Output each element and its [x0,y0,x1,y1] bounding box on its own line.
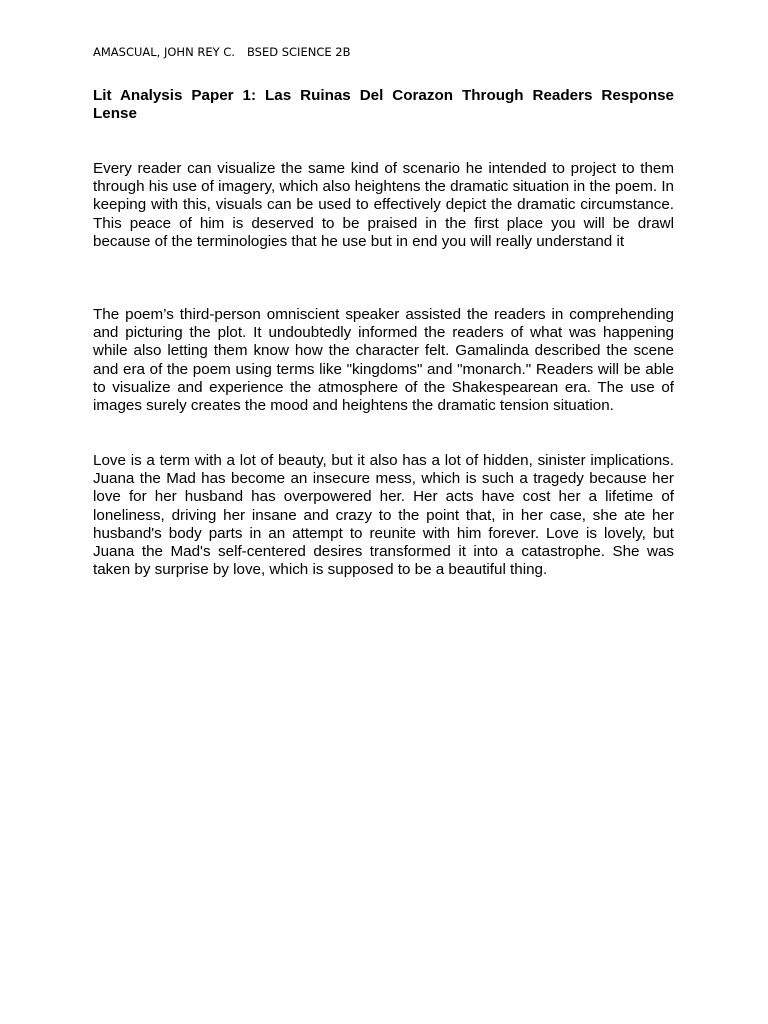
paper-title: Lit Analysis Paper 1: Las Ruinas Del Corazon Through Readers Response Lense [93,87,674,122]
paragraph-2: The poem’s third-person omniscient speaker assisted the readers in comprehending and picturing the plot. It undoubtedly informed the readers of what was happening while also letting them know how the character felt. Gamalinda described the scene and era of the poem using terms like "kingdoms" and "monarch." Readers will be able to visualize and experience the atmosphere of the Shakespearean era. The use of images surely creates the mood and heightens the dramatic tension situation. [93,306,674,415]
program-section: BSED SCIENCE 2B [246,45,351,59]
author-name: AMASCUAL, JOHN REY C. [93,45,235,59]
paragraph-3: Love is a term with a lot of beauty, but it also has a lot of hidden, sinister implications. Juana the Mad has become an insecure mess, which is such a tragedy because her love for her husband has overpowered her. Her acts have cost her a lifetime of loneliness, driving her insane and crazy to the point that, in her case, she ate her husband's body parts in an attempt to reunite with him forever. Love is lovely, but Juana the Mad's self-centered desires transformed it into a catastrophe. She was taken by surprise by love, which is supposed to be a beautiful thing. [93,452,674,579]
header-line [93,44,350,60]
paragraph-1: Every reader can visualize the same kind of scenario he intended to project to them through his use of imagery, which also heightens the dramatic situation in the poem. In keeping with this, visuals can be used to effectively depict the dramatic circumstance. This peace of him is deserved to be praised in the first place you will be drawl because of the terminologies that he use but in end you will really understand it [93,160,674,250]
